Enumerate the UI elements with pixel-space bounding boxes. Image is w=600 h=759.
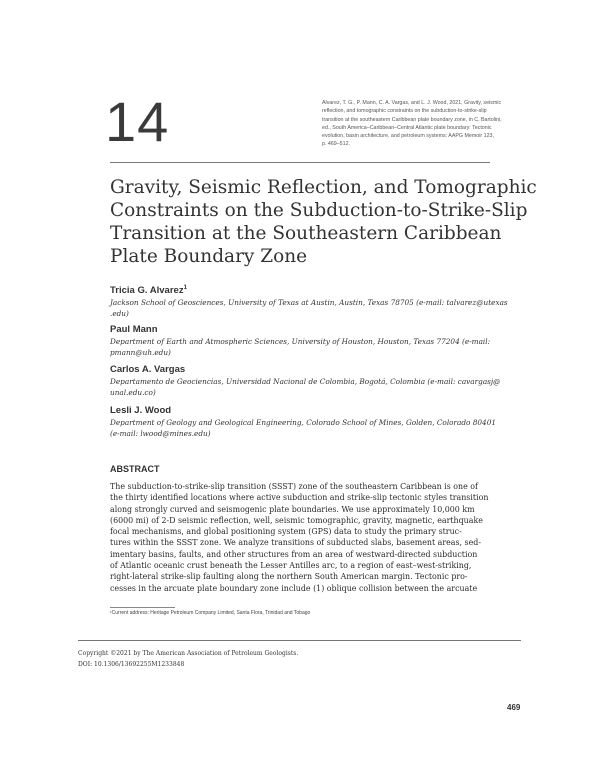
title-line: Plate Boundary Zone	[110, 246, 308, 267]
abstract-line: (6000 mi) of 2-D seismic reflection, well, seismic tomographic, gravity, magnetic, earthquake	[110, 515, 483, 525]
author-affiliation: Department of Earth and Atmospheric Sciences, University of Houston, Houston, Texas 77204 (e-mail: pmann@uh.edu)	[110, 337, 491, 357]
abstract-line: cesses in the arcuate plate boundary zone include (1) oblique collision between the arcuate	[110, 583, 478, 593]
abstract-line: focal mechanisms, and global positioning system (GPS) data to study the primary struc-	[110, 527, 462, 537]
citation-line: Alvarez, T. G., P. Mann, C. A. Vargas, and L. J. Wood, 2021, Gravity, seismic	[322, 100, 502, 106]
title-line: Transition at the Southeastern Caribbean	[110, 223, 502, 244]
citation-line: transition at the southeastern Caribbean plate boundary zone, in C. Bartolini,	[322, 116, 502, 123]
abstract-line: right-lateral strike-slip faulting along the northern South American margin. Tectonic pro-	[110, 572, 468, 582]
chapter-number: 14	[105, 90, 170, 153]
paper-title	[110, 176, 537, 268]
author-name: Carlos A. Vargas	[110, 364, 186, 375]
citation-line: reflection, and tomographic constraints on the subduction-to-strike-slip	[322, 108, 487, 115]
author-name: Lesli J. Wood	[110, 405, 172, 416]
footnote-divider	[110, 607, 175, 608]
citation-line: evolution, basin architecture, and petroleum systems: AAPG Memoir 123,	[322, 133, 494, 140]
abstract-line: along strongly curved and seismogenic plate boundaries. We use approximately 10,000 km	[110, 504, 475, 514]
abstract-line: imentary basins, faults, and other structures from an area of westward-directed subduction	[110, 549, 478, 559]
abstract-line: the thirty identified locations where active subduction and strike-slip tectonic styles transition	[110, 493, 489, 503]
page-number: 469	[507, 703, 521, 712]
header-divider	[110, 162, 490, 163]
footnote: ¹Current address: Heritage Petroleum Company Limited, Santa Flora, Trinidad and Tobago	[110, 610, 311, 616]
author-affiliation: Jackson School of Geosciences, University of Texas at Austin, Austin, Texas 78705 (e-mail: talvarez@utexas .edu)	[110, 298, 508, 319]
citation-line: p. 469–512.	[322, 141, 350, 148]
abstract-body	[110, 481, 502, 594]
author-affiliation: Departamento de Geociencias, Universidad Nacional de Colombia, Bogotá, Colombia (e-mail: cavargasj@ unal.edu.co)	[110, 377, 501, 397]
abstract-heading: ABSTRACT	[110, 464, 160, 474]
abstract-line: tures within the SSST zone. We analyze transitions of subducted slabs, basement areas, sed-	[110, 538, 481, 548]
author-block	[110, 324, 500, 358]
author-affiliation: Department of Geology and Geological Engineering, Colorado School of Mines, Golden, Colorado 80401 (e-mail: lwood@mines.edu)	[110, 418, 496, 438]
abstract-line: of Atlantic oceanic crust beneath the Lesser Antilles arc, to a region of east–west-striking,	[110, 561, 472, 571]
abstract-line: The subduction-to-strike-slip transition (SSST) zone of the southeastern Caribbean is one of	[110, 482, 478, 491]
author-name: Paul Mann	[110, 324, 158, 335]
title-line: Constraints on the Subduction-to-Strike-Slip	[110, 200, 528, 221]
copyright-block	[78, 649, 298, 670]
author-block	[110, 405, 500, 439]
author-block	[110, 364, 500, 398]
title-line: Gravity, Seismic Reflection, and Tomographic	[110, 177, 537, 198]
copyright-line: Copyright ©2021 by The American Association of Petroleum Geologists.	[78, 650, 299, 657]
citation-line: ed., South America–Caribbean–Central Atlantic plate boundary: Tectonic	[322, 124, 492, 131]
author-name: Tricia G. Alvarez$^1$	[110, 285, 187, 297]
doi-line: DOI: 10.1306/13692255M1233848	[78, 660, 185, 668]
footer-divider	[78, 640, 521, 641]
citation-block	[322, 99, 502, 149]
author-footnote-marker: 1	[183, 285, 187, 291]
author-block	[110, 282, 508, 319]
